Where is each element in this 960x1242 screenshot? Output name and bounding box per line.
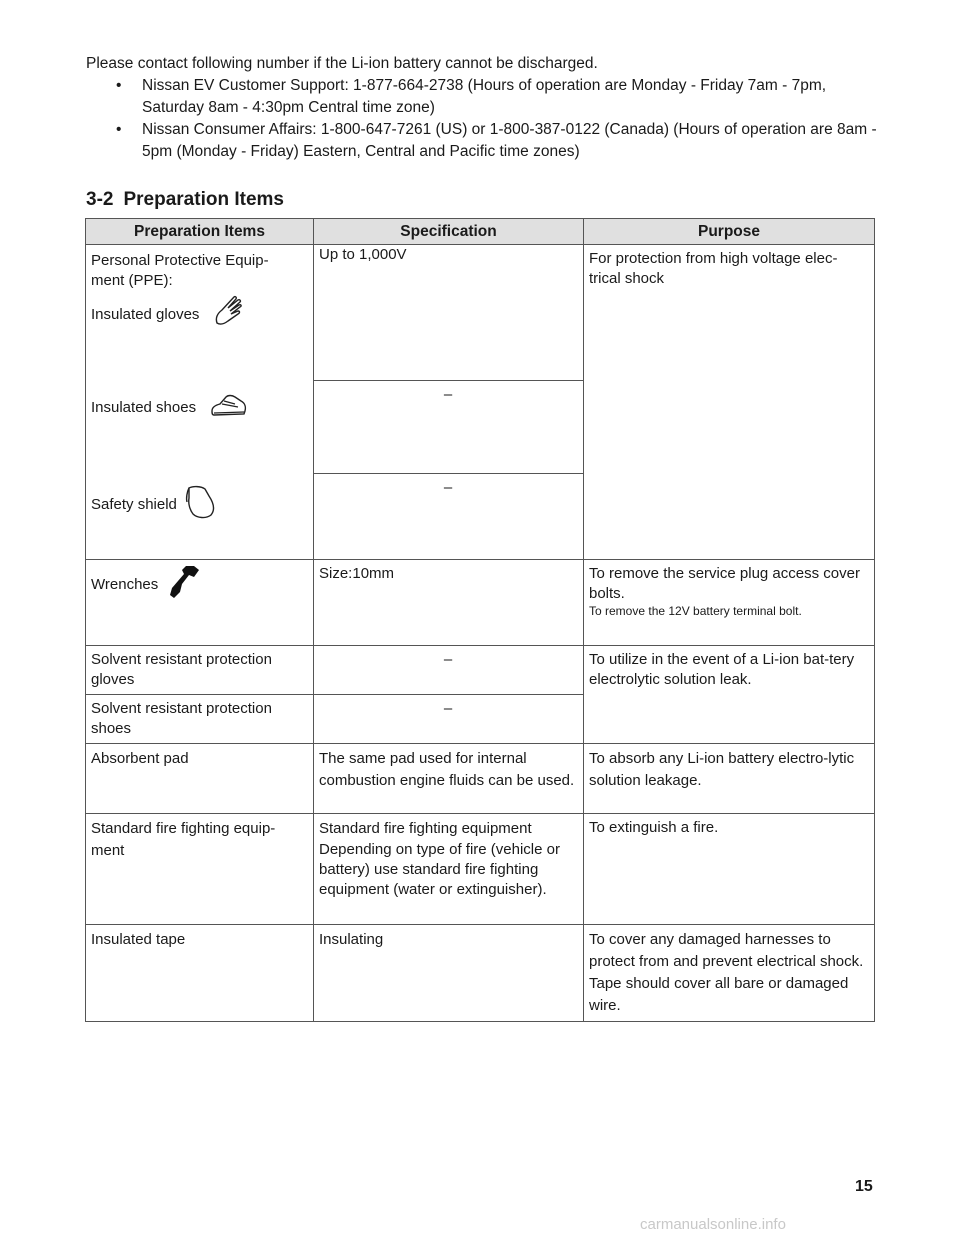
header-specification: Specification bbox=[314, 219, 584, 245]
solvent-gloves-spec: – bbox=[314, 646, 584, 695]
wrenches-purpose bbox=[584, 560, 875, 646]
ppe-heading: Personal Protective Equip-ment (PPE): bbox=[91, 252, 269, 289]
absorbent-purpose: To absorb any Li-ion battery electro-lytic solution leakage. bbox=[584, 744, 875, 814]
fire-purpose: To extinguish a fire. bbox=[584, 814, 875, 925]
tape-item: Insulated tape bbox=[86, 925, 314, 1022]
table-header-row bbox=[86, 219, 875, 245]
contact-item bbox=[86, 75, 886, 119]
fire-item: Standard fire fighting equip-ment bbox=[86, 814, 314, 925]
solvent-shoes-item: Solvent resistant protection shoes bbox=[86, 695, 314, 744]
page-number: 15 bbox=[855, 1178, 873, 1195]
shield-label: Safety shield bbox=[91, 495, 177, 513]
header-purpose: Purpose bbox=[584, 219, 875, 245]
bullet: • bbox=[116, 77, 122, 94]
bullet: • bbox=[116, 121, 122, 138]
wrench-icon bbox=[168, 564, 202, 606]
wrenches-label: Wrenches bbox=[91, 575, 159, 593]
tape-purpose: To cover any damaged harnesses to protect from and prevent electrical shock. Tape should cover all bare or damaged wire. bbox=[584, 925, 875, 1022]
table-row bbox=[86, 646, 875, 695]
fire-spec-line2: Depending on type of fire (vehicle or battery) use standard fire fighting equipment (water or extinguisher). bbox=[319, 841, 560, 898]
header-preparation-items: Preparation Items bbox=[86, 219, 314, 245]
intro-lead: Please contact following number if the Li-ion battery cannot be discharged. bbox=[86, 55, 598, 72]
shoe-icon bbox=[208, 391, 248, 425]
footer-watermark[interactable]: carmanualsonline.info bbox=[640, 1216, 786, 1233]
absorbent-spec: The same pad used for internal combustion engine fluids can be used. bbox=[314, 744, 584, 814]
section-number: 3-2 bbox=[86, 189, 114, 210]
shoes-spec: – bbox=[314, 381, 584, 474]
gloves-label: Insulated gloves bbox=[91, 305, 200, 323]
table-row bbox=[86, 560, 875, 646]
face-shield-icon bbox=[183, 484, 219, 526]
ppe-shield bbox=[91, 484, 219, 526]
preparation-items-table bbox=[85, 218, 875, 1022]
shield-spec: – bbox=[314, 474, 584, 560]
table-row bbox=[86, 925, 875, 1022]
table-row bbox=[86, 814, 875, 925]
wrenches-item bbox=[86, 560, 314, 646]
gloves-spec: Up to 1,000V bbox=[314, 245, 584, 381]
tape-spec: Insulating bbox=[314, 925, 584, 1022]
fire-spec-line1: Standard fire fighting equipment bbox=[319, 820, 532, 837]
table-row bbox=[86, 744, 875, 814]
absorbent-item: Absorbent pad bbox=[86, 744, 314, 814]
table-row bbox=[86, 245, 875, 381]
contact-list bbox=[86, 75, 886, 163]
contact-text: Nissan Consumer Affairs: 1-800-647-7261 (US) or 1-800-387-0122 (Canada) (Hours of operation are 8am - 5pm (Monday - Friday) Eastern, Central and Pacific time zones) bbox=[142, 121, 877, 160]
contact-text: Nissan EV Customer Support: 1-877-664-2738 (Hours of operation are Monday - Friday 7am - 7pm, Saturday 8am - 4:30pm Central time zone) bbox=[142, 77, 827, 116]
ppe-gloves bbox=[91, 297, 248, 333]
glove-icon bbox=[212, 293, 248, 333]
ppe-purpose: For protection from high voltage elec-trical shock bbox=[584, 245, 875, 560]
fire-spec bbox=[314, 814, 584, 925]
ppe-shoes bbox=[91, 391, 248, 425]
wrenches-note: To remove the 12V battery terminal bolt. bbox=[589, 604, 802, 618]
section-title: Preparation Items bbox=[123, 189, 284, 210]
ppe-items-cell bbox=[86, 245, 314, 560]
shoes-label: Insulated shoes bbox=[91, 398, 197, 416]
solvent-purpose: To utilize in the event of a Li-ion bat-tery electrolytic solution leak. bbox=[584, 646, 875, 744]
solvent-shoes-spec: – bbox=[314, 695, 584, 744]
section-heading bbox=[86, 189, 284, 211]
wrenches-purpose-text: To remove the service plug access cover bolts. bbox=[589, 565, 860, 602]
wrenches-spec: Size:10mm bbox=[314, 560, 584, 646]
intro-paragraph bbox=[86, 53, 886, 163]
contact-item bbox=[86, 119, 886, 163]
solvent-gloves-item: Solvent resistant protection gloves bbox=[86, 646, 314, 695]
